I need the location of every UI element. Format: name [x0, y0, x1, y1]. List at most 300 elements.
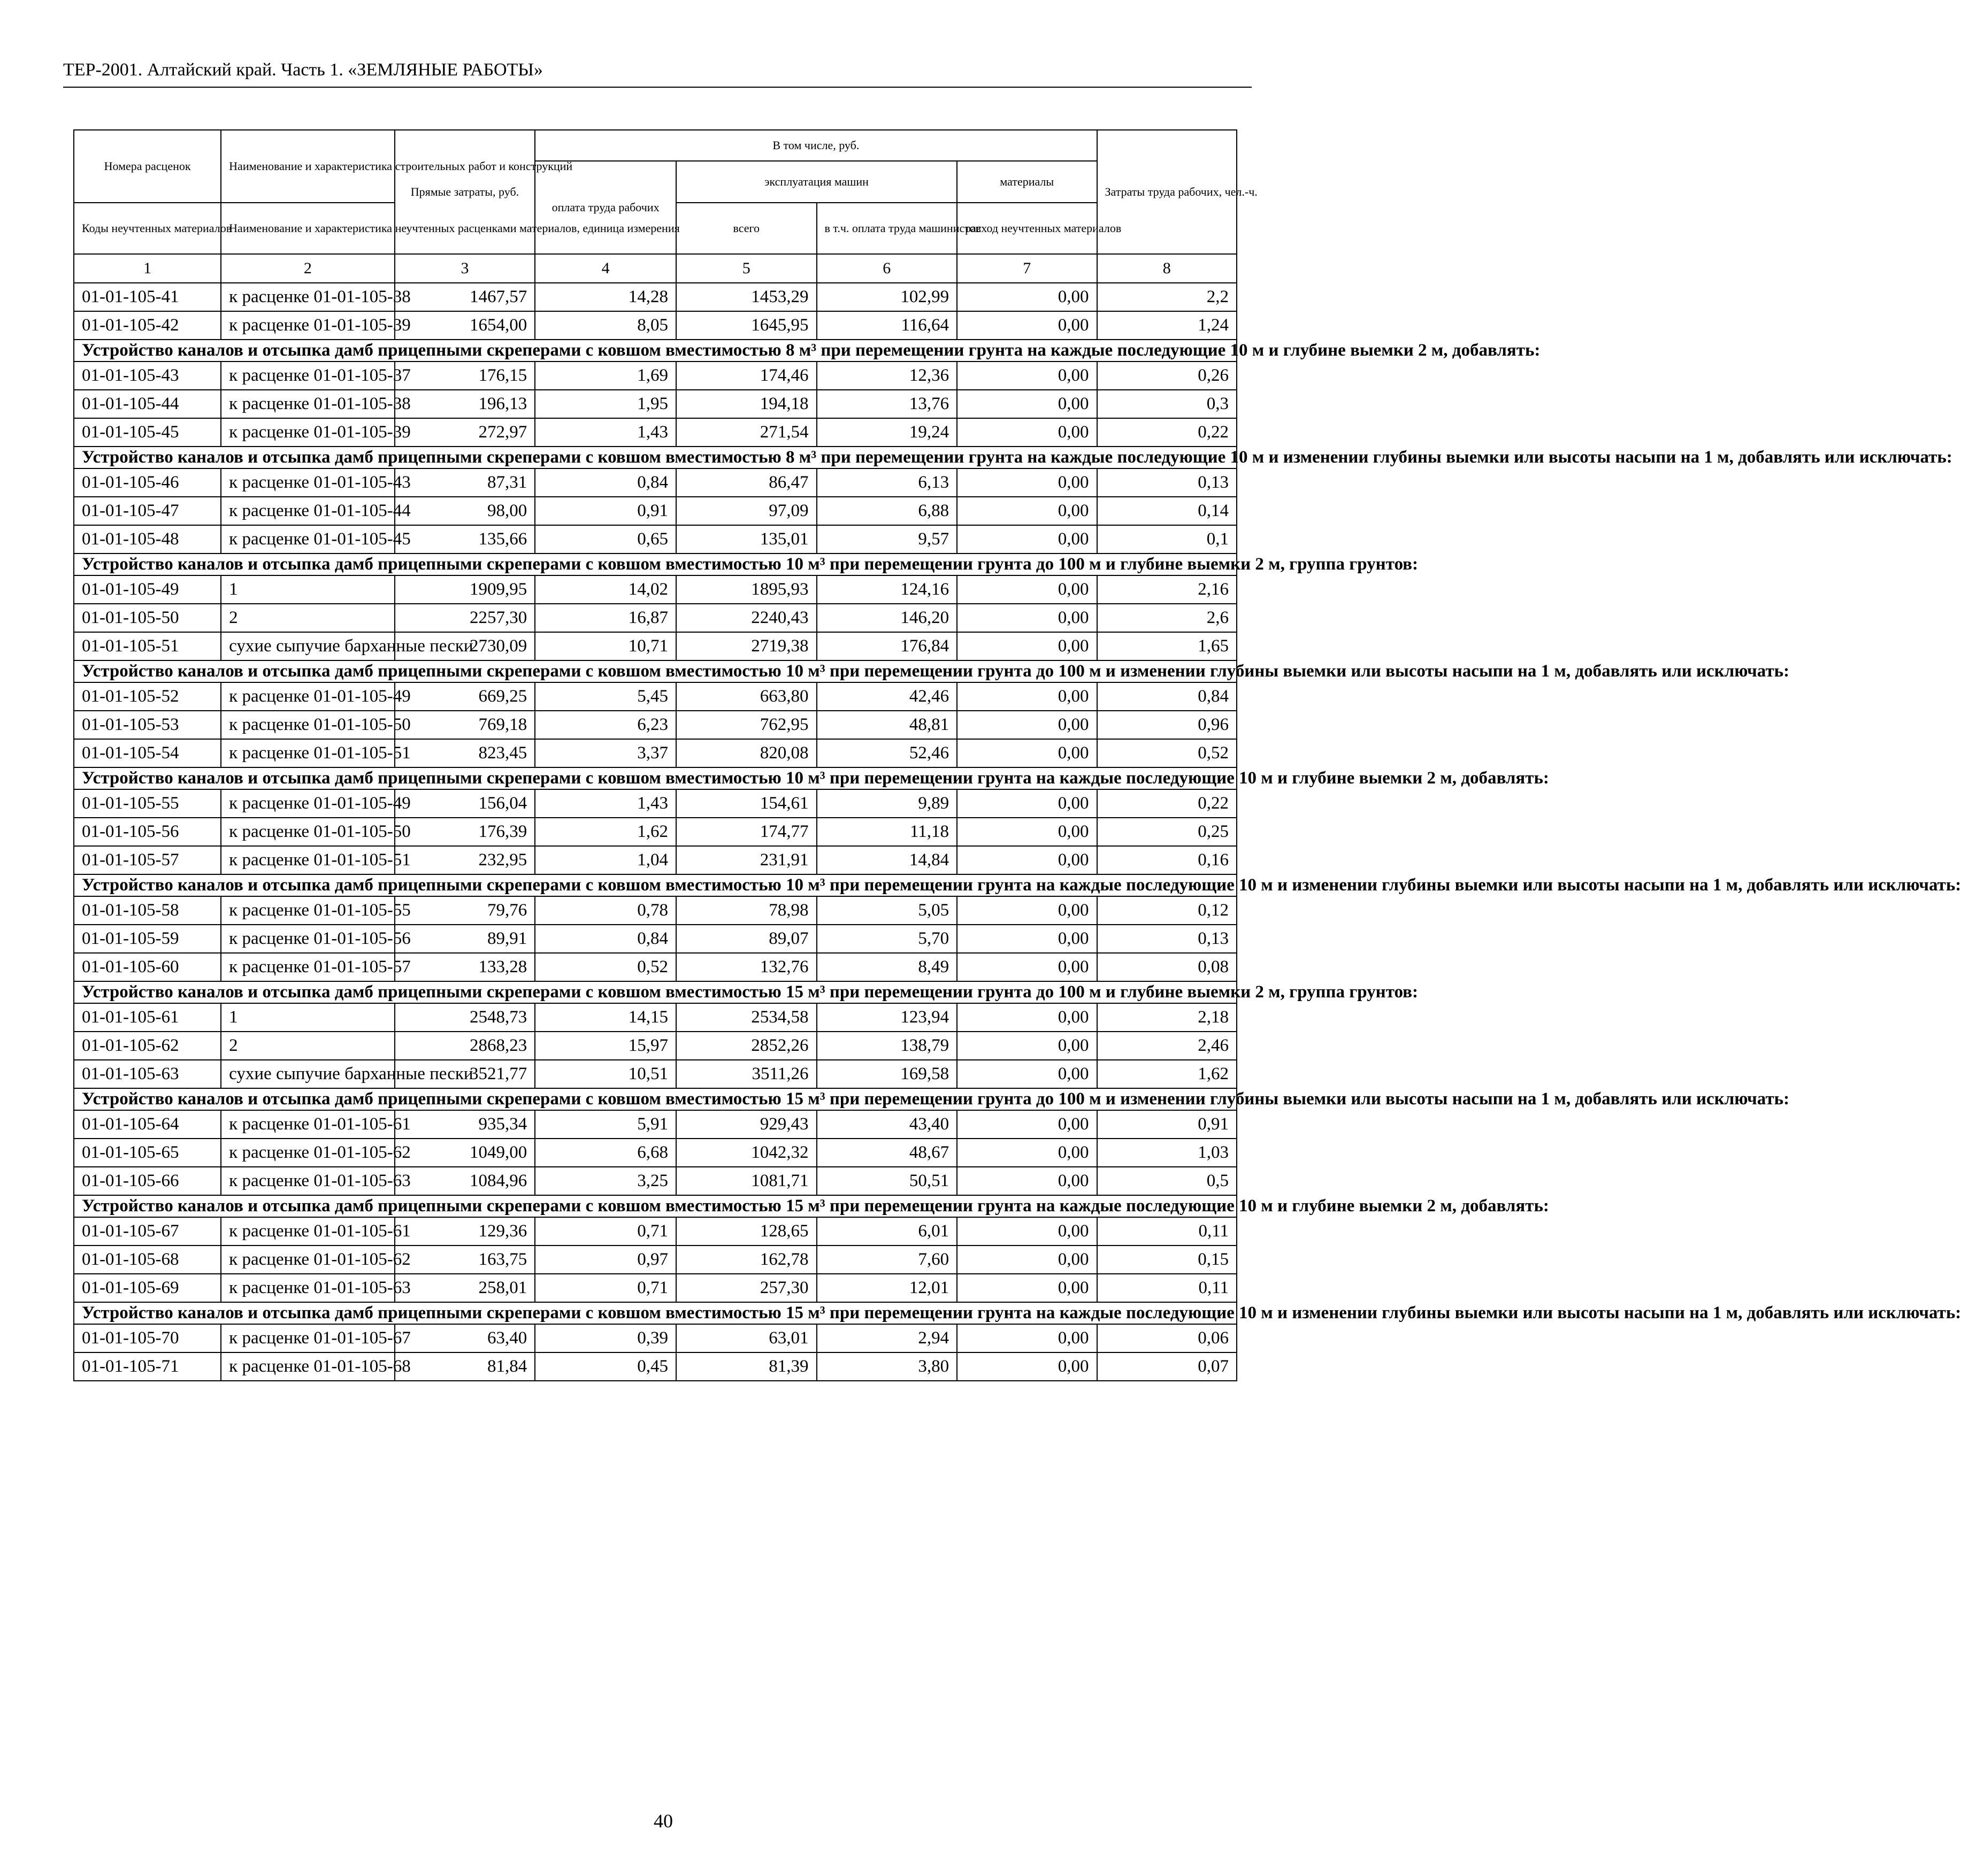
cell-machines-total: 1081,71 — [676, 1167, 817, 1195]
cell-machines-total: 271,54 — [676, 418, 817, 447]
cell-machines-total: 135,01 — [676, 525, 817, 553]
cell-machinist-pay: 5,05 — [817, 896, 957, 925]
column-number: 2 — [221, 254, 394, 283]
cell-machines-total: 1042,32 — [676, 1139, 817, 1167]
header-direct-costs: Прямые затраты, руб. — [395, 130, 535, 254]
cell-worker-pay: 0,91 — [535, 497, 676, 525]
cell-worker-pay: 15,97 — [535, 1032, 676, 1060]
cell-worker-pay: 1,43 — [535, 789, 676, 818]
cell-machinist-pay: 5,70 — [817, 925, 957, 953]
cell-work-name: к расценке 01-01-105-49 — [221, 682, 394, 711]
cell-machinist-pay: 169,58 — [817, 1060, 957, 1088]
table-row — [74, 390, 1237, 418]
cell-machines-total: 194,18 — [676, 390, 817, 418]
cell-direct-costs: 163,75 — [395, 1245, 535, 1274]
cell-labor-costs: 0,08 — [1097, 953, 1237, 981]
table-row — [74, 739, 1237, 767]
cell-machines-total: 3511,26 — [676, 1060, 817, 1088]
cell-worker-pay: 0,45 — [535, 1352, 676, 1381]
cell-labor-costs: 2,6 — [1097, 604, 1237, 632]
cell-rate-code: 01-01-105-63 — [74, 1060, 221, 1088]
cell-rate-code: 01-01-105-70 — [74, 1324, 221, 1352]
table-row — [74, 1167, 1237, 1195]
cell-machinist-pay: 9,89 — [817, 789, 957, 818]
section-heading: Устройство каналов и отсыпка дамб прицепными скреперами с ковшом вместимостью 15 м³ при перемещении грунта до 100 м и изменении глубины выемки или высоты насыпи на 1 м, добавлять или исключать: — [74, 1088, 1237, 1110]
cell-rate-code: 01-01-105-50 — [74, 604, 221, 632]
cell-material-consumption: 0,00 — [957, 575, 1097, 604]
cell-machinist-pay: 14,84 — [817, 846, 957, 874]
table-row — [74, 1110, 1237, 1139]
table-row — [74, 418, 1237, 447]
cell-machines-total: 128,65 — [676, 1217, 817, 1245]
cell-work-name: к расценке 01-01-105-37 — [221, 362, 394, 390]
cell-worker-pay: 0,39 — [535, 1324, 676, 1352]
cell-work-name: 2 — [221, 1032, 394, 1060]
table-row — [74, 525, 1237, 553]
section-heading: Устройство каналов и отсыпка дамб прицепными скреперами с ковшом вместимостью 10 м³ при перемещении грунта на каждые последующие 10 м и глубине выемки 2 м, добавлять: — [74, 767, 1237, 789]
section-heading: Устройство каналов и отсыпка дамб прицепными скреперами с ковшом вместимостью 10 м³ при перемещении грунта до 100 м и изменении глубины выемки или высоты насыпи на 1 м, добавлять или исключать: — [74, 660, 1237, 682]
cell-rate-code: 01-01-105-71 — [74, 1352, 221, 1381]
section-heading: Устройство каналов и отсыпка дамб прицепными скреперами с ковшом вместимостью 8 м³ при перемещении грунта на каждые последующие 10 м и изменении глубины выемки или высоты насыпи на 1 м, добавлять или исключать: — [74, 447, 1237, 468]
table-row — [74, 632, 1237, 660]
cell-rate-code: 01-01-105-67 — [74, 1217, 221, 1245]
cell-work-name: к расценке 01-01-105-44 — [221, 497, 394, 525]
cell-direct-costs: 935,34 — [395, 1110, 535, 1139]
cell-worker-pay: 0,52 — [535, 953, 676, 981]
cell-labor-costs: 1,24 — [1097, 311, 1237, 340]
cell-machinist-pay: 11,18 — [817, 818, 957, 846]
header-machines-total: всего — [676, 203, 817, 254]
cell-material-consumption: 0,00 — [957, 632, 1097, 660]
cell-material-consumption: 0,00 — [957, 953, 1097, 981]
cell-direct-costs: 87,31 — [395, 468, 535, 497]
cell-worker-pay: 0,78 — [535, 896, 676, 925]
cell-machinist-pay: 48,67 — [817, 1139, 957, 1167]
table-row — [74, 896, 1237, 925]
cell-material-consumption: 0,00 — [957, 362, 1097, 390]
cell-machinist-pay: 48,81 — [817, 711, 957, 739]
cell-direct-costs: 81,84 — [395, 1352, 535, 1381]
table-row — [74, 1274, 1237, 1302]
cell-rate-code: 01-01-105-54 — [74, 739, 221, 767]
cell-machines-total: 154,61 — [676, 789, 817, 818]
cell-rate-code: 01-01-105-47 — [74, 497, 221, 525]
cell-machines-total: 78,98 — [676, 896, 817, 925]
cell-rate-code: 01-01-105-65 — [74, 1139, 221, 1167]
cell-labor-costs: 0,07 — [1097, 1352, 1237, 1381]
cell-material-consumption: 0,00 — [957, 1245, 1097, 1274]
cell-machines-total: 174,46 — [676, 362, 817, 390]
section-heading-row — [74, 1302, 1237, 1324]
cell-material-consumption: 0,00 — [957, 1167, 1097, 1195]
cell-machinist-pay: 52,46 — [817, 739, 957, 767]
cell-worker-pay: 1,43 — [535, 418, 676, 447]
table-row — [74, 1060, 1237, 1088]
cell-worker-pay: 0,84 — [535, 925, 676, 953]
cell-machines-total: 2240,43 — [676, 604, 817, 632]
table-row — [74, 604, 1237, 632]
cell-worker-pay: 0,84 — [535, 468, 676, 497]
cell-machinist-pay: 8,49 — [817, 953, 957, 981]
cell-direct-costs: 232,95 — [395, 846, 535, 874]
cell-work-name: к расценке 01-01-105-50 — [221, 711, 394, 739]
cell-machinist-pay: 138,79 — [817, 1032, 957, 1060]
cell-labor-costs: 0,16 — [1097, 846, 1237, 874]
cell-machines-total: 820,08 — [676, 739, 817, 767]
cell-labor-costs: 2,2 — [1097, 283, 1237, 311]
cell-labor-costs: 0,13 — [1097, 468, 1237, 497]
rates-table — [73, 129, 1961, 1381]
cell-machines-total: 257,30 — [676, 1274, 817, 1302]
cell-worker-pay: 0,65 — [535, 525, 676, 553]
cell-work-name: к расценке 01-01-105-39 — [221, 311, 394, 340]
column-number: 8 — [1097, 254, 1237, 283]
cell-direct-costs: 135,66 — [395, 525, 535, 553]
table-row — [74, 362, 1237, 390]
section-heading: Устройство каналов и отсыпка дамб прицепными скреперами с ковшом вместимостью 15 м³ при перемещении грунта на каждые последующие 10 м и глубине выемки 2 м, добавлять: — [74, 1195, 1237, 1217]
cell-labor-costs: 0,12 — [1097, 896, 1237, 925]
section-heading-row — [74, 1088, 1237, 1110]
cell-rate-code: 01-01-105-51 — [74, 632, 221, 660]
cell-direct-costs: 1654,00 — [395, 311, 535, 340]
column-number: 4 — [535, 254, 676, 283]
table-row — [74, 497, 1237, 525]
cell-rate-code: 01-01-105-45 — [74, 418, 221, 447]
cell-work-name: к расценке 01-01-105-62 — [221, 1139, 394, 1167]
cell-machines-total: 231,91 — [676, 846, 817, 874]
cell-direct-costs: 2868,23 — [395, 1032, 535, 1060]
header-machine-operation: эксплуатация машин — [676, 161, 957, 203]
cell-labor-costs: 1,65 — [1097, 632, 1237, 660]
cell-machines-total: 97,09 — [676, 497, 817, 525]
cell-rate-code: 01-01-105-48 — [74, 525, 221, 553]
cell-worker-pay: 10,71 — [535, 632, 676, 660]
cell-rate-code: 01-01-105-55 — [74, 789, 221, 818]
cell-machines-total: 2719,38 — [676, 632, 817, 660]
cell-worker-pay: 5,45 — [535, 682, 676, 711]
cell-machinist-pay: 7,60 — [817, 1245, 957, 1274]
column-number: 6 — [817, 254, 957, 283]
section-heading-row — [74, 340, 1237, 362]
cell-rate-code: 01-01-105-66 — [74, 1167, 221, 1195]
cell-work-name: к расценке 01-01-105-57 — [221, 953, 394, 981]
cell-material-consumption: 0,00 — [957, 739, 1097, 767]
cell-work-name: к расценке 01-01-105-61 — [221, 1110, 394, 1139]
cell-material-consumption: 0,00 — [957, 1217, 1097, 1245]
cell-machines-total: 174,77 — [676, 818, 817, 846]
section-heading: Устройство каналов и отсыпка дамб прицепными скреперами с ковшом вместимостью 10 м³ при перемещении грунта на каждые последующие 10 м и изменении глубины выемки или высоты насыпи на 1 м, добавлять или исключать: — [74, 874, 1237, 896]
cell-direct-costs: 272,97 — [395, 418, 535, 447]
cell-labor-costs: 2,46 — [1097, 1032, 1237, 1060]
cell-worker-pay: 0,71 — [535, 1274, 676, 1302]
cell-worker-pay: 3,37 — [535, 739, 676, 767]
cell-rate-code: 01-01-105-41 — [74, 283, 221, 311]
section-heading-row — [74, 553, 1237, 575]
cell-work-name: к расценке 01-01-105-45 — [221, 525, 394, 553]
cell-machines-total: 762,95 — [676, 711, 817, 739]
cell-direct-costs: 196,13 — [395, 390, 535, 418]
cell-material-consumption: 0,00 — [957, 1060, 1097, 1088]
cell-material-consumption: 0,00 — [957, 896, 1097, 925]
cell-worker-pay: 1,95 — [535, 390, 676, 418]
cell-direct-costs: 3521,77 — [395, 1060, 535, 1088]
cell-direct-costs: 1049,00 — [395, 1139, 535, 1167]
cell-machinist-pay: 13,76 — [817, 390, 957, 418]
cell-machinist-pay: 50,51 — [817, 1167, 957, 1195]
table-row — [74, 1139, 1237, 1167]
cell-worker-pay: 3,25 — [535, 1167, 676, 1195]
cell-rate-code: 01-01-105-56 — [74, 818, 221, 846]
cell-labor-costs: 1,62 — [1097, 1060, 1237, 1088]
section-heading: Устройство каналов и отсыпка дамб прицепными скреперами с ковшом вместимостью 8 м³ при перемещении грунта на каждые последующие 10 м и глубине выемки 2 м, добавлять: — [74, 340, 1237, 362]
section-heading-row — [74, 767, 1237, 789]
cell-work-name: к расценке 01-01-105-51 — [221, 846, 394, 874]
table-row — [74, 711, 1237, 739]
section-heading-row — [74, 660, 1237, 682]
header-including: В том числе, руб. — [535, 130, 1097, 161]
cell-work-name: к расценке 01-01-105-56 — [221, 925, 394, 953]
cell-work-name: к расценке 01-01-105-38 — [221, 283, 394, 311]
cell-machinist-pay: 3,80 — [817, 1352, 957, 1381]
cell-direct-costs: 89,91 — [395, 925, 535, 953]
cell-material-consumption: 0,00 — [957, 1324, 1097, 1352]
cell-labor-costs: 0,11 — [1097, 1217, 1237, 1245]
cell-labor-costs: 0,84 — [1097, 682, 1237, 711]
cell-rate-code: 01-01-105-43 — [74, 362, 221, 390]
cell-rate-code: 01-01-105-57 — [74, 846, 221, 874]
cell-machines-total: 1453,29 — [676, 283, 817, 311]
column-number: 7 — [957, 254, 1097, 283]
cell-machines-total: 132,76 — [676, 953, 817, 981]
header-labor-costs: Затраты труда рабочих, чел.-ч. — [1097, 130, 1237, 254]
cell-direct-costs: 1084,96 — [395, 1167, 535, 1195]
cell-worker-pay: 14,15 — [535, 1003, 676, 1032]
cell-direct-costs: 176,39 — [395, 818, 535, 846]
cell-work-name: к расценке 01-01-105-51 — [221, 739, 394, 767]
cell-direct-costs: 79,76 — [395, 896, 535, 925]
cell-machinist-pay: 43,40 — [817, 1110, 957, 1139]
cell-rate-code: 01-01-105-42 — [74, 311, 221, 340]
cell-rate-code: 01-01-105-52 — [74, 682, 221, 711]
cell-labor-costs: 0,13 — [1097, 925, 1237, 953]
table-row — [74, 1352, 1237, 1381]
table-row — [74, 789, 1237, 818]
cell-direct-costs: 129,36 — [395, 1217, 535, 1245]
cell-rate-code: 01-01-105-44 — [74, 390, 221, 418]
cell-labor-costs: 0,22 — [1097, 418, 1237, 447]
column-number: 1 — [74, 254, 221, 283]
cell-material-consumption: 0,00 — [957, 283, 1097, 311]
cell-machinist-pay: 123,94 — [817, 1003, 957, 1032]
cell-work-name: к расценке 01-01-105-50 — [221, 818, 394, 846]
cell-direct-costs: 2548,73 — [395, 1003, 535, 1032]
cell-direct-costs: 1467,57 — [395, 283, 535, 311]
cell-rate-code: 01-01-105-59 — [74, 925, 221, 953]
header-material-codes: Коды неучтенных материалов — [74, 203, 221, 254]
cell-machinist-pay: 116,64 — [817, 311, 957, 340]
cell-machines-total: 162,78 — [676, 1245, 817, 1274]
cell-machinist-pay: 146,20 — [817, 604, 957, 632]
cell-machines-total: 86,47 — [676, 468, 817, 497]
header-material-consumption: расход неучтенных материалов — [957, 203, 1097, 254]
header-rule — [63, 87, 1252, 88]
cell-machinist-pay: 42,46 — [817, 682, 957, 711]
cell-machines-total: 63,01 — [676, 1324, 817, 1352]
cell-labor-costs: 0,26 — [1097, 362, 1237, 390]
header-machinist-pay: в т.ч. оплата труда машинистов — [817, 203, 957, 254]
section-heading-row — [74, 447, 1237, 468]
cell-worker-pay: 8,05 — [535, 311, 676, 340]
cell-material-consumption: 0,00 — [957, 789, 1097, 818]
cell-labor-costs: 0,52 — [1097, 739, 1237, 767]
cell-worker-pay: 6,68 — [535, 1139, 676, 1167]
cell-work-name: 1 — [221, 575, 394, 604]
header-row — [74, 130, 1237, 161]
cell-worker-pay: 5,91 — [535, 1110, 676, 1139]
cell-machines-total: 1645,95 — [676, 311, 817, 340]
cell-labor-costs: 0,22 — [1097, 789, 1237, 818]
cell-work-name: к расценке 01-01-105-67 — [221, 1324, 394, 1352]
cell-material-consumption: 0,00 — [957, 1274, 1097, 1302]
cell-material-consumption: 0,00 — [957, 711, 1097, 739]
cell-rate-code: 01-01-105-68 — [74, 1245, 221, 1274]
table-row — [74, 953, 1237, 981]
header-work-name: Наименование и характеристика строительных работ и конструкций — [221, 130, 394, 203]
cell-labor-costs: 0,1 — [1097, 525, 1237, 553]
cell-worker-pay: 0,71 — [535, 1217, 676, 1245]
cell-machinist-pay: 19,24 — [817, 418, 957, 447]
cell-work-name: к расценке 01-01-105-39 — [221, 418, 394, 447]
cell-work-name: к расценке 01-01-105-62 — [221, 1245, 394, 1274]
cell-labor-costs: 0,14 — [1097, 497, 1237, 525]
cell-work-name: к расценке 01-01-105-43 — [221, 468, 394, 497]
cell-material-consumption: 0,00 — [957, 418, 1097, 447]
cell-material-consumption: 0,00 — [957, 925, 1097, 953]
header-material-name: Наименование и характеристика неучтенных расценками материалов, единица измерения — [221, 203, 394, 254]
page-number: 40 — [654, 1810, 673, 1832]
cell-material-consumption: 0,00 — [957, 497, 1097, 525]
cell-worker-pay: 1,62 — [535, 818, 676, 846]
cell-work-name: 1 — [221, 1003, 394, 1032]
table-row — [74, 468, 1237, 497]
cell-machinist-pay: 12,01 — [817, 1274, 957, 1302]
cell-rate-code: 01-01-105-62 — [74, 1032, 221, 1060]
cell-work-name: сухие сыпучие барханные пески — [221, 632, 394, 660]
cell-material-consumption: 0,00 — [957, 1003, 1097, 1032]
cell-machines-total: 89,07 — [676, 925, 817, 953]
cell-direct-costs: 156,04 — [395, 789, 535, 818]
cell-direct-costs: 176,15 — [395, 362, 535, 390]
cell-rate-code: 01-01-105-58 — [74, 896, 221, 925]
table-row — [74, 818, 1237, 846]
cell-material-consumption: 0,00 — [957, 1032, 1097, 1060]
table-row — [74, 1003, 1237, 1032]
cell-direct-costs: 258,01 — [395, 1274, 535, 1302]
cell-worker-pay: 10,51 — [535, 1060, 676, 1088]
section-heading: Устройство каналов и отсыпка дамб прицепными скреперами с ковшом вместимостью 15 м³ при перемещении грунта на каждые последующие 10 м и изменении глубины выемки или высоты насыпи на 1 м, добавлять или исключать: — [74, 1302, 1237, 1324]
section-heading-row — [74, 1195, 1237, 1217]
cell-machines-total: 2852,26 — [676, 1032, 817, 1060]
column-number: 5 — [676, 254, 817, 283]
cell-labor-costs: 0,15 — [1097, 1245, 1237, 1274]
section-heading: Устройство каналов и отсыпка дамб прицепными скреперами с ковшом вместимостью 15 м³ при перемещении грунта до 100 м и глубине выемки 2 м, группа грунтов: — [74, 981, 1237, 1003]
cell-machinist-pay: 2,94 — [817, 1324, 957, 1352]
cell-machines-total: 1895,93 — [676, 575, 817, 604]
cell-machines-total: 2534,58 — [676, 1003, 817, 1032]
cell-labor-costs: 0,5 — [1097, 1167, 1237, 1195]
cell-machinist-pay: 12,36 — [817, 362, 957, 390]
header-rate-numbers: Номера расценок — [74, 130, 221, 203]
section-heading-row — [74, 981, 1237, 1003]
column-number: 3 — [395, 254, 535, 283]
cell-rate-code: 01-01-105-49 — [74, 575, 221, 604]
table-row — [74, 575, 1237, 604]
header-materials: материалы — [957, 161, 1097, 203]
cell-labor-costs: 0,96 — [1097, 711, 1237, 739]
cell-rate-code: 01-01-105-60 — [74, 953, 221, 981]
table-row — [74, 846, 1237, 874]
cell-labor-costs: 0,25 — [1097, 818, 1237, 846]
cell-work-name: к расценке 01-01-105-38 — [221, 390, 394, 418]
cell-machines-total: 929,43 — [676, 1110, 817, 1139]
cell-material-consumption: 0,00 — [957, 468, 1097, 497]
page-header: ТЕР-2001. Алтайский край. Часть 1. «ЗЕМЛЯНЫЕ РАБОТЫ» — [63, 60, 543, 80]
cell-worker-pay: 1,69 — [535, 362, 676, 390]
cell-machinist-pay: 176,84 — [817, 632, 957, 660]
table-row — [74, 283, 1237, 311]
cell-work-name: к расценке 01-01-105-63 — [221, 1167, 394, 1195]
table-row — [74, 1217, 1237, 1245]
cell-labor-costs: 0,3 — [1097, 390, 1237, 418]
cell-rate-code: 01-01-105-46 — [74, 468, 221, 497]
cell-worker-pay: 14,28 — [535, 283, 676, 311]
cell-machinist-pay: 6,01 — [817, 1217, 957, 1245]
cell-material-consumption: 0,00 — [957, 1110, 1097, 1139]
cell-worker-pay: 16,87 — [535, 604, 676, 632]
cell-labor-costs: 2,18 — [1097, 1003, 1237, 1032]
cell-rate-code: 01-01-105-53 — [74, 711, 221, 739]
cell-material-consumption: 0,00 — [957, 390, 1097, 418]
cell-machines-total: 663,80 — [676, 682, 817, 711]
cell-work-name: к расценке 01-01-105-55 — [221, 896, 394, 925]
cell-material-consumption: 0,00 — [957, 682, 1097, 711]
cell-direct-costs: 669,25 — [395, 682, 535, 711]
cell-machinist-pay: 9,57 — [817, 525, 957, 553]
table-row — [74, 1324, 1237, 1352]
table-row — [74, 311, 1237, 340]
cell-machinist-pay: 124,16 — [817, 575, 957, 604]
cell-direct-costs: 63,40 — [395, 1324, 535, 1352]
cell-material-consumption: 0,00 — [957, 818, 1097, 846]
column-numbers-row — [74, 254, 1237, 283]
cell-labor-costs: 1,03 — [1097, 1139, 1237, 1167]
cell-material-consumption: 0,00 — [957, 1352, 1097, 1381]
cell-work-name: 2 — [221, 604, 394, 632]
cell-rate-code: 01-01-105-61 — [74, 1003, 221, 1032]
cell-labor-costs: 0,91 — [1097, 1110, 1237, 1139]
header-worker-pay: оплата труда рабочих — [535, 161, 676, 254]
cell-worker-pay: 6,23 — [535, 711, 676, 739]
cell-worker-pay: 0,97 — [535, 1245, 676, 1274]
cell-direct-costs: 133,28 — [395, 953, 535, 981]
cell-material-consumption: 0,00 — [957, 311, 1097, 340]
section-heading-row — [74, 874, 1237, 896]
cell-direct-costs: 2257,30 — [395, 604, 535, 632]
cell-machinist-pay: 6,88 — [817, 497, 957, 525]
cell-material-consumption: 0,00 — [957, 1139, 1097, 1167]
cell-material-consumption: 0,00 — [957, 604, 1097, 632]
cell-work-name: к расценке 01-01-105-63 — [221, 1274, 394, 1302]
